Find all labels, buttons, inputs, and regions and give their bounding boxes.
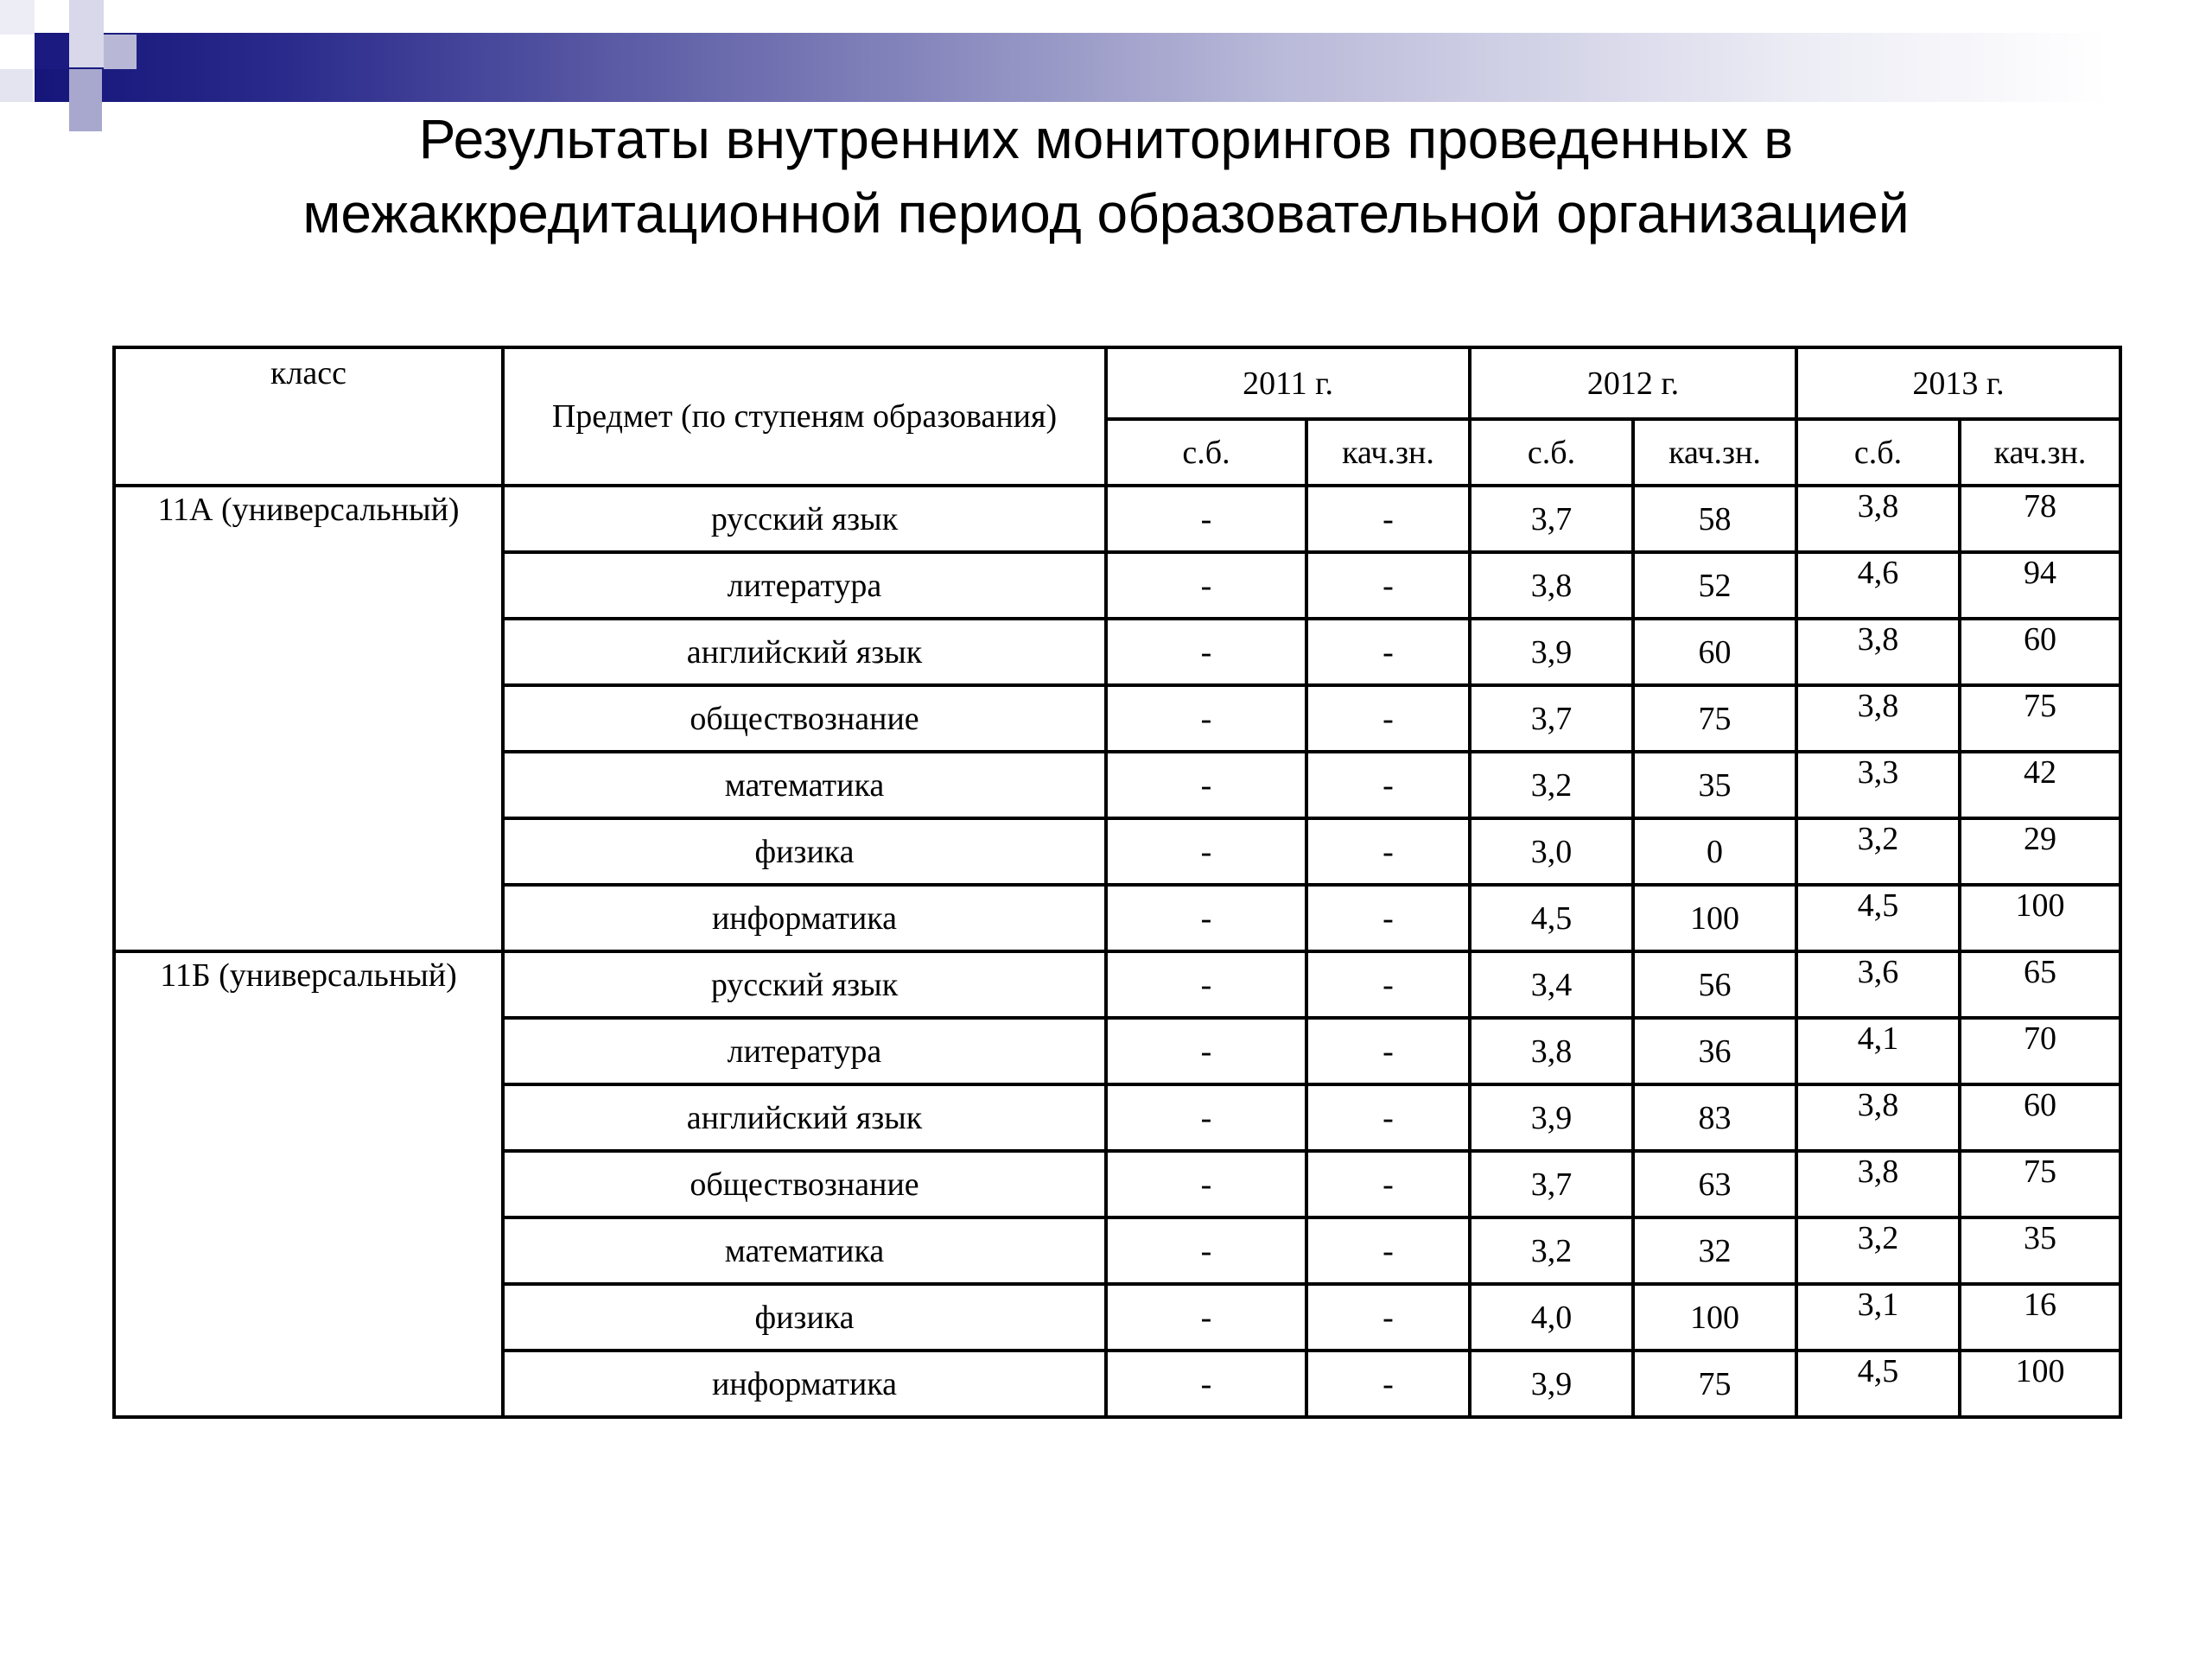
quality-2012-cell: 52 — [1633, 552, 1796, 619]
subject-cell: литература — [503, 552, 1106, 619]
avg-score-2013-cell: 4,1 — [1796, 1018, 1960, 1084]
quality-2011-cell: - — [1306, 818, 1470, 885]
subheader-quality: кач.зн. — [1306, 419, 1470, 486]
quality-2011-cell: - — [1306, 1217, 1470, 1284]
avg-score-2012-cell: 3,9 — [1470, 619, 1633, 685]
avg-score-2013-cell: 3,1 — [1796, 1284, 1960, 1351]
avg-score-2012-cell: 3,2 — [1470, 1217, 1633, 1284]
subject-cell: физика — [503, 1284, 1106, 1351]
avg-score-2013-cell: 3,2 — [1796, 818, 1960, 885]
avg-score-2012-cell: 3,7 — [1470, 685, 1633, 752]
avg-score-2011-cell: - — [1106, 1084, 1306, 1151]
quality-2013-cell: 75 — [1960, 1151, 2120, 1217]
avg-score-2011-cell: - — [1106, 685, 1306, 752]
avg-score-2012-cell: 4,5 — [1470, 885, 1633, 951]
quality-2012-cell: 63 — [1633, 1151, 1796, 1217]
decor-square — [35, 35, 69, 69]
slide-title-line-1: Результаты внутренних мониторингов проведенных в — [418, 108, 1794, 170]
quality-2011-cell: - — [1306, 1018, 1470, 1084]
avg-score-2012-cell: 3,8 — [1470, 1018, 1633, 1084]
avg-score-2013-cell: 3,8 — [1796, 486, 1960, 552]
avg-score-2011-cell: - — [1106, 486, 1306, 552]
header-year-2011: 2011 г. — [1106, 347, 1470, 419]
avg-score-2013-cell: 4,6 — [1796, 552, 1960, 619]
header-year-2012: 2012 г. — [1470, 347, 1796, 419]
header-subject: Предмет (по ступеням образования) — [503, 347, 1106, 486]
decor-square — [0, 69, 33, 102]
quality-2013-cell: 65 — [1960, 951, 2120, 1018]
avg-score-2011-cell: - — [1106, 1151, 1306, 1217]
subheader-avg-score: с.б. — [1106, 419, 1306, 486]
subject-cell: литература — [503, 1018, 1106, 1084]
quality-2013-cell: 94 — [1960, 552, 2120, 619]
quality-2013-cell: 75 — [1960, 685, 2120, 752]
avg-score-2011-cell: - — [1106, 552, 1306, 619]
quality-2012-cell: 35 — [1633, 752, 1796, 818]
class-cell: 11Б (универсальный) — [114, 951, 503, 1417]
quality-2011-cell: - — [1306, 885, 1470, 951]
quality-2013-cell: 35 — [1960, 1217, 2120, 1284]
slide-title — [0, 102, 2212, 251]
quality-2011-cell: - — [1306, 486, 1470, 552]
quality-2013-cell: 60 — [1960, 619, 2120, 685]
quality-2012-cell: 75 — [1633, 1351, 1796, 1417]
subject-cell: английский язык — [503, 619, 1106, 685]
decor-square — [104, 35, 137, 69]
header-class: класс — [114, 347, 503, 486]
subject-cell: обществознание — [503, 685, 1106, 752]
quality-2012-cell: 32 — [1633, 1217, 1796, 1284]
avg-score-2013-cell: 3,8 — [1796, 619, 1960, 685]
subject-cell: математика — [503, 1217, 1106, 1284]
avg-score-2012-cell: 3,7 — [1470, 1151, 1633, 1217]
quality-2011-cell: - — [1306, 685, 1470, 752]
subject-cell: обществознание — [503, 1151, 1106, 1217]
quality-2013-cell: 100 — [1960, 885, 2120, 951]
avg-score-2013-cell: 3,8 — [1796, 1151, 1960, 1217]
class-cell: 11А (универсальный) — [114, 486, 503, 951]
avg-score-2013-cell: 4,5 — [1796, 1351, 1960, 1417]
quality-2013-cell: 70 — [1960, 1018, 2120, 1084]
table-row — [114, 951, 2120, 1018]
subject-cell: информатика — [503, 1351, 1106, 1417]
avg-score-2013-cell: 3,8 — [1796, 1084, 1960, 1151]
avg-score-2012-cell: 3,9 — [1470, 1084, 1633, 1151]
avg-score-2013-cell: 3,6 — [1796, 951, 1960, 1018]
avg-score-2012-cell: 3,2 — [1470, 752, 1633, 818]
quality-2012-cell: 100 — [1633, 885, 1796, 951]
header-gradient-bar — [35, 33, 2108, 102]
quality-2013-cell: 16 — [1960, 1284, 2120, 1351]
avg-score-2013-cell: 4,5 — [1796, 885, 1960, 951]
results-table — [112, 346, 2122, 1419]
decor-square — [0, 0, 35, 35]
quality-2012-cell: 56 — [1633, 951, 1796, 1018]
quality-2012-cell: 100 — [1633, 1284, 1796, 1351]
quality-2012-cell: 58 — [1633, 486, 1796, 552]
quality-2011-cell: - — [1306, 1151, 1470, 1217]
avg-score-2011-cell: - — [1106, 1018, 1306, 1084]
avg-score-2012-cell: 3,4 — [1470, 951, 1633, 1018]
avg-score-2011-cell: - — [1106, 818, 1306, 885]
slide-title-line-2: межаккредитационной период образовательной организацией — [302, 182, 1910, 245]
quality-2011-cell: - — [1306, 1284, 1470, 1351]
subject-cell: математика — [503, 752, 1106, 818]
quality-2011-cell: - — [1306, 552, 1470, 619]
avg-score-2012-cell: 3,7 — [1470, 486, 1633, 552]
subject-cell: русский язык — [503, 486, 1106, 552]
avg-score-2011-cell: - — [1106, 619, 1306, 685]
avg-score-2011-cell: - — [1106, 951, 1306, 1018]
results-table-body — [114, 486, 2120, 1417]
subheader-avg-score: с.б. — [1470, 419, 1633, 486]
quality-2013-cell: 60 — [1960, 1084, 2120, 1151]
subheader-quality: кач.зн. — [1960, 419, 2120, 486]
quality-2013-cell: 100 — [1960, 1351, 2120, 1417]
subheader-avg-score: с.б. — [1796, 419, 1960, 486]
quality-2011-cell: - — [1306, 951, 1470, 1018]
quality-2011-cell: - — [1306, 1351, 1470, 1417]
avg-score-2013-cell: 3,2 — [1796, 1217, 1960, 1284]
quality-2012-cell: 60 — [1633, 619, 1796, 685]
subject-cell: информатика — [503, 885, 1106, 951]
avg-score-2012-cell: 3,8 — [1470, 552, 1633, 619]
decor-square — [69, 0, 104, 67]
avg-score-2011-cell: - — [1106, 1284, 1306, 1351]
avg-score-2011-cell: - — [1106, 752, 1306, 818]
avg-score-2011-cell: - — [1106, 885, 1306, 951]
avg-score-2013-cell: 3,8 — [1796, 685, 1960, 752]
avg-score-2012-cell: 3,0 — [1470, 818, 1633, 885]
avg-score-2011-cell: - — [1106, 1217, 1306, 1284]
quality-2011-cell: - — [1306, 752, 1470, 818]
subject-cell: физика — [503, 818, 1106, 885]
subheader-quality: кач.зн. — [1633, 419, 1796, 486]
quality-2013-cell: 29 — [1960, 818, 2120, 885]
subject-cell: русский язык — [503, 951, 1106, 1018]
quality-2012-cell: 83 — [1633, 1084, 1796, 1151]
quality-2012-cell: 0 — [1633, 818, 1796, 885]
quality-2013-cell: 78 — [1960, 486, 2120, 552]
quality-2013-cell: 42 — [1960, 752, 2120, 818]
avg-score-2011-cell: - — [1106, 1351, 1306, 1417]
quality-2012-cell: 75 — [1633, 685, 1796, 752]
avg-score-2012-cell: 3,9 — [1470, 1351, 1633, 1417]
quality-2011-cell: - — [1306, 619, 1470, 685]
quality-2011-cell: - — [1306, 1084, 1470, 1151]
avg-score-2012-cell: 4,0 — [1470, 1284, 1633, 1351]
subject-cell: английский язык — [503, 1084, 1106, 1151]
header-year-2013: 2013 г. — [1796, 347, 2120, 419]
avg-score-2013-cell: 3,3 — [1796, 752, 1960, 818]
table-row — [114, 486, 2120, 552]
quality-2012-cell: 36 — [1633, 1018, 1796, 1084]
